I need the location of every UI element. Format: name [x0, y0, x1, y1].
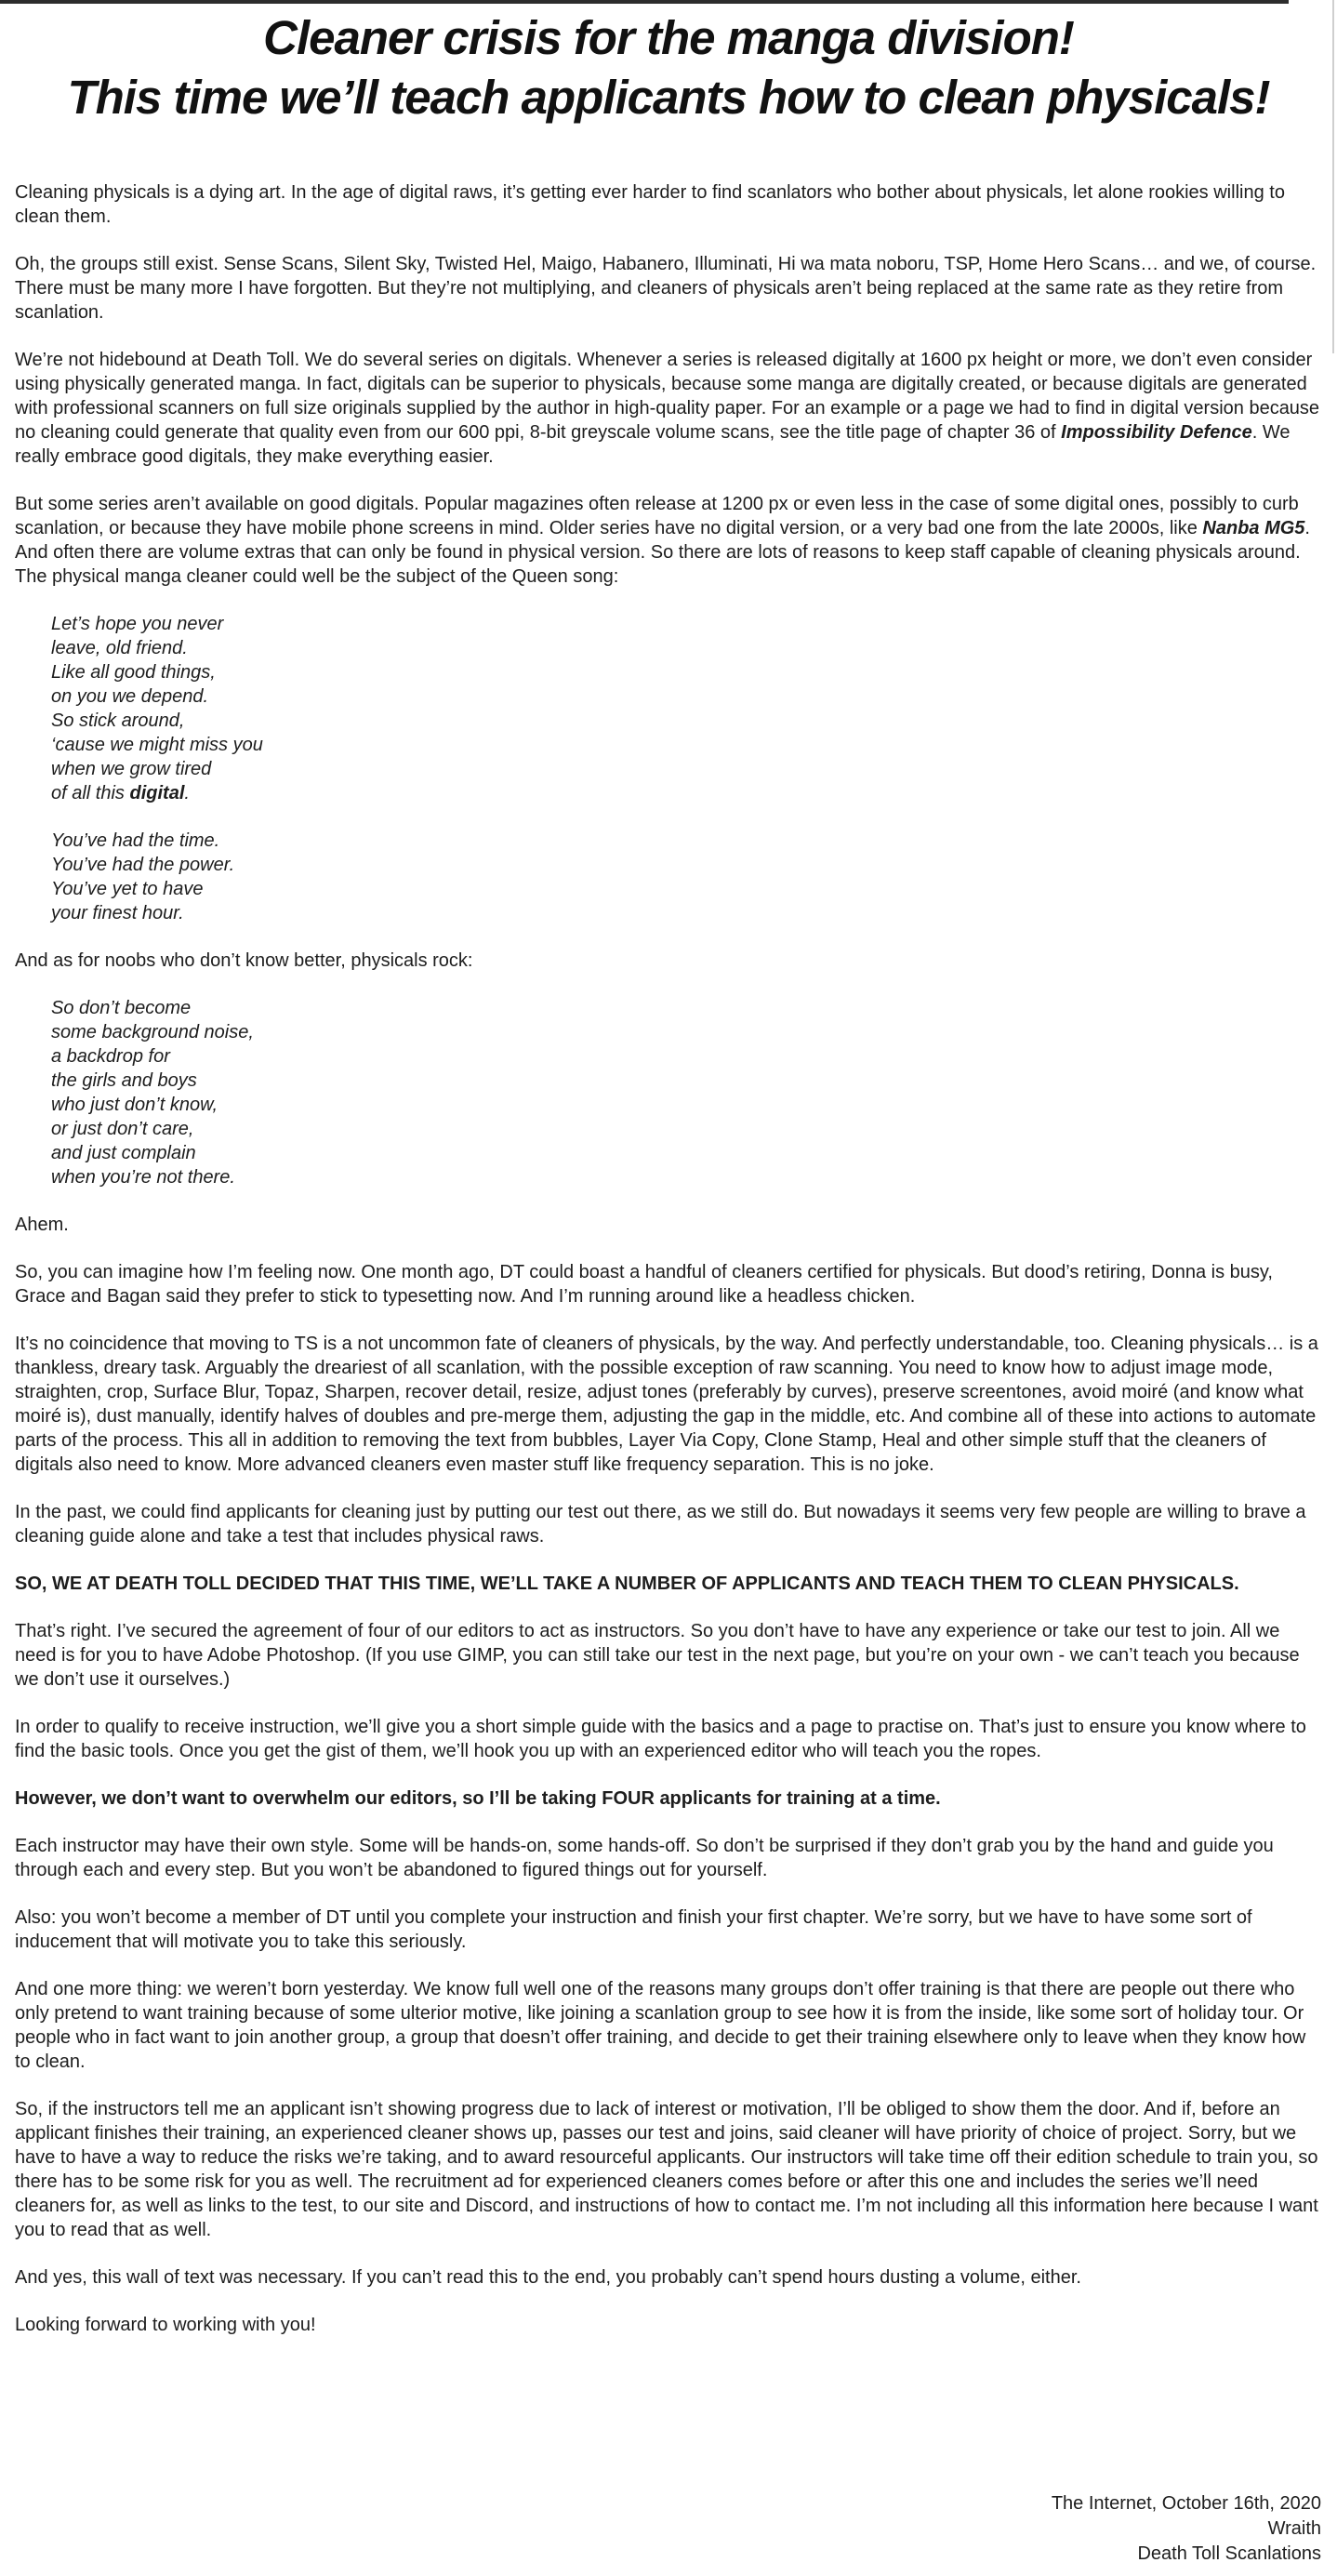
title-line-2: This time we’ll teach applicants how to clean physicals! — [67, 71, 1270, 124]
text-run: Nanba MG5 — [1202, 518, 1305, 538]
text-run: So stick around, — [51, 710, 185, 731]
text-run: And as for noobs who don’t know better, physicals rock: — [15, 950, 473, 971]
text-run: some background noise, — [51, 1022, 254, 1042]
text-run: . And often there are volume extras that can only be found in physical version. So there are lots of reasons to keep staff capable of cleaning physicals around. The physical manga cleaner could well be the subject of the Queen song: — [15, 518, 1310, 587]
page-title — [15, 8, 1322, 127]
paragraph — [15, 1500, 1322, 1548]
text-run: who just don’t know, — [51, 1095, 218, 1115]
paragraph — [15, 1619, 1322, 1692]
text-run: of all this — [51, 783, 130, 803]
title-line-1: Cleaner crisis for the manga division! — [263, 11, 1074, 64]
text-run: Each instructor may have their own style. Some will be hands-on, some hands-off. So don’t be surprised if they don’t grab you by the hand and guide you through each and every step. But you won’t be abandoned to figured things out for yourself. — [15, 1836, 1274, 1880]
text-run: your finest hour. — [51, 903, 184, 923]
paragraph — [15, 492, 1322, 589]
text-run: We’re not hidebound at Death Toll. We do several series on digitals. Whenever a series is released digitally at 1600 px height or more, we don’t even consider using physically generated manga. In fact, digitals can be superior to physicals, because some manga are digitally created, or because digitals are generated with professional scanners on full size originals supplied by the author in high-quality paper. For an example or a page we had to find in digital version because no cleaning could generate that quality even from our 600 ppi, 8-bit greyscale volume scans, see the title page of chapter 36 of — [15, 350, 1320, 443]
paragraph — [15, 1905, 1322, 1954]
text-run: So, you can imagine how I’m feeling now. One month ago, DT could boast a handful of cleaners certified for physicals. But dood’s retiring, Donna is busy, Grace and Bagan said they prefer to stick to typesetting now. And I’m running around like a headless chicken. — [15, 1262, 1273, 1307]
text-run: Cleaning physicals is a dying art. In the age of digital raws, it’s getting ever harder to find scanlators who bother about physicals, let alone rookies willing to clean them. — [15, 182, 1285, 227]
text-run: . — [184, 783, 190, 803]
text-run: when we grow tired — [51, 759, 212, 779]
paragraph — [15, 1213, 1322, 1237]
verse-quote — [51, 829, 1322, 925]
paragraph — [15, 1260, 1322, 1308]
paragraph — [15, 180, 1322, 229]
text-run: In order to qualify to receive instruction, we’ll give you a short simple guide with the basics and a page to practise on. That’s just to ensure you know where to find the basic tools. Once you get the gist of them, we’ll hook you up with an experienced editor who will teach you the ropes. — [15, 1717, 1306, 1761]
paragraph — [15, 2097, 1322, 2242]
text-run: the girls and boys — [51, 1070, 197, 1091]
emphasis-paragraph — [15, 1572, 1322, 1596]
paragraph — [15, 2313, 1322, 2337]
text-run: Oh, the groups still exist. Sense Scans, Silent Sky, Twisted Hel, Maigo, Habanero, Illuminati, Hi wa mata noboru, TSP, Home Hero Scans… and we, of course. There must be many more I have forgotten. But they’re not multiplying, and cleaners of physicals aren’t being replaced at the same rate as they retire from scanlation. — [15, 254, 1317, 323]
paragraph — [15, 1977, 1322, 2074]
text-run: Looking forward to working with you! — [15, 2315, 316, 2335]
paragraph — [15, 348, 1322, 469]
text-run: You’ve had the power. — [51, 855, 235, 875]
paragraph — [15, 1715, 1322, 1763]
text-run: Ahem. — [15, 1215, 69, 1235]
signature-line: Death Toll Scanlations — [1137, 2543, 1321, 2564]
verse-quote — [51, 612, 1322, 805]
text-run: when you’re not there. — [51, 1167, 235, 1188]
text-run: ‘cause we might miss you — [51, 735, 263, 755]
emphasis-paragraph — [15, 1786, 1322, 1811]
text-run: leave, old friend. — [51, 638, 188, 658]
text-run: on you we depend. — [51, 686, 209, 707]
text-run: Also: you won’t become a member of DT until you complete your instruction and finish your first chapter. We’re sorry, but we have to have some sort of inducement that will motivate you to take this seriously. — [15, 1907, 1252, 1952]
signature-block — [1052, 2491, 1321, 2567]
text-run: You’ve had the time. — [51, 830, 220, 851]
signature-line: Wraith — [1267, 2518, 1321, 2539]
paragraph — [15, 949, 1322, 973]
paragraph — [15, 1834, 1322, 1882]
verse-quote — [51, 996, 1322, 1189]
text-run: However, we don’t want to overwhelm our editors, so I’ll be taking FOUR applicants for training at a time. — [15, 1788, 941, 1809]
paragraph — [15, 2265, 1322, 2290]
text-run: So don’t become — [51, 998, 192, 1018]
text-run: But some series aren’t available on good digitals. Popular magazines often release at 1200 px or even less in the case of some digital ones, possibly to curb scanlation, or because they have mobile phone screens in mind. Older series have no digital version, or a very bad one from the late 2000s, like — [15, 494, 1299, 538]
signature-line: The Internet, October 16th, 2020 — [1051, 2493, 1321, 2514]
text-run: SO, WE AT DEATH TOLL DECIDED THAT THIS TIME, WE’LL TAKE A NUMBER OF APPLICANTS AND TEACH THEM TO CLEAN PHYSICALS. — [15, 1573, 1239, 1594]
text-run: and just complain — [51, 1143, 196, 1163]
text-run: And yes, this wall of text was necessary. If you can’t read this to the end, you probably can’t spend hours dusting a volume, either. — [15, 2267, 1081, 2288]
text-run: Let’s hope you never — [51, 614, 224, 634]
document-page-inner — [0, 4, 1337, 2360]
text-run: So, if the instructors tell me an applicant isn’t showing progress due to lack of interest or motivation, I’ll be obliged to show them the door. And if, before an applicant finishes their training, an experienced cleaner shows up, passes our test and joins, said cleaner will have priority of choice of project. Sorry, but we have to have a way to reduce the risks we’re taking, and to award resourceful applicants. Our instructors will take time off their edition schedule to train you, so there has to be some risk for you as well. The recruitment ad for experienced cleaners comes before or after this one and includes the series we’ll need cleaners for, as well as links to the test, to our site and Discord, and instructions of how to contact me. I’m not including all this information here because I want you to read that as well. — [15, 2099, 1318, 2240]
text-run: Impossibility Defence — [1061, 422, 1252, 443]
paragraph — [15, 252, 1322, 325]
text-run: That’s right. I’ve secured the agreement of four of our editors to act as instructors. So you don’t have to have any experience or take our test to join. All we need is for you to have Adobe Photoshop. (If you use GIMP, you can still take our test in the next page, but you’re on your own - we can’t teach you because we don’t use it ourselves.) — [15, 1621, 1300, 1690]
text-run: In the past, we could find applicants for cleaning just by putting our test out there, as we still do. But nowadays it seems very few people are willing to brave a cleaning guide alone and take a test that includes physical raws. — [15, 1502, 1306, 1547]
paragraph — [15, 1332, 1322, 1477]
text-run: a backdrop for — [51, 1046, 170, 1067]
text-run: It’s no coincidence that moving to TS is a not uncommon fate of cleaners of physicals, by the way. And perfectly understandable, too. Cleaning physicals… is a thankless, dreary task. Arguably the dreariest of all scanlation, with the possible exception of raw scanning. You need to know how to adjust image mode, straighten, crop, Surface Blur, Topaz, Sharpen, recover detail, resize, adjust tones (preferably by curves), preserve screentones, avoid moiré (and know what moiré is), dust manually, identify halves of doubles and pre-merge them, adjusting the gap in the middle, etc. And combine all of these into actions to automate parts of the process. This all in addition to removing the text from bubbles, Layer Via Copy, Clone Stamp, Heal and other simple stuff that the cleaners of digitals also need to know. More advanced cleaners even master stuff like frequency separation. This is no joke. — [15, 1334, 1318, 1475]
document-content — [15, 180, 1322, 2337]
text-run: You’ve yet to have — [51, 879, 204, 899]
text-run: . We really embrace good digitals, they make everything easier. — [15, 422, 1291, 467]
text-run: digital — [129, 783, 185, 803]
text-run: Like all good things, — [51, 662, 216, 683]
text-run: or just don’t care, — [51, 1119, 194, 1139]
text-run: And one more thing: we weren’t born yesterday. We know full well one of the reasons many groups don’t offer training is that there are people out there who only pretend to want training because of some ulterior motive, like joining a scanlation group to see how it is from the inside, like some sort of holiday tour. Or people who in fact want to join another group, a group that doesn’t offer training, and decide to get their training elsewhere only to leave when they know how to clean. — [15, 1979, 1306, 2072]
